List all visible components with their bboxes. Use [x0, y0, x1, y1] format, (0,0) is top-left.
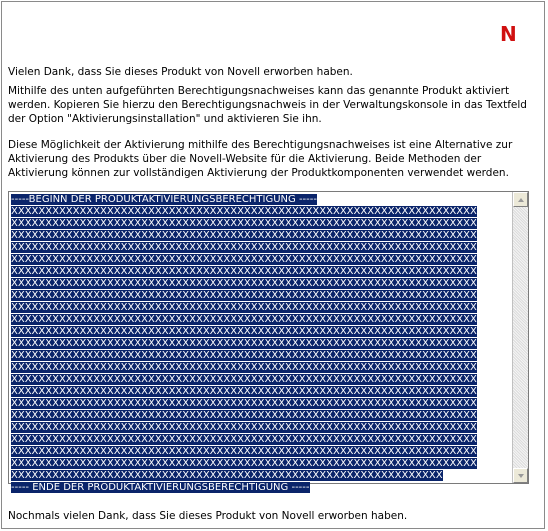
- credential-line: XXXXXXXXXXXXXXXXXXXXXXXXXXXXXXXXXXXXXXXXXXXXXXXXXXXXXXXXXXXXXXXXXXXX: [11, 218, 477, 229]
- closing-thanks-text: Nochmals vielen Dank, dass Sie dieses Produkt von Novell erworben haben.: [8, 510, 408, 522]
- credential-begin-line: -----BEGINN DER PRODUKTAKTIVIERUNGSBERECHTIGUNG -----: [11, 194, 317, 205]
- credential-line: XXXXXXXXXXXXXXXXXXXXXXXXXXXXXXXXXXXXXXXXXXXXXXXXXXXXXXXXXXXXXXXXXXXX: [11, 410, 477, 421]
- credential-line: XXXXXXXXXXXXXXXXXXXXXXXXXXXXXXXXXXXXXXXXXXXXXXXXXXXXXXXXXXXXXXXXXXXX: [11, 362, 477, 373]
- credential-line: XXXXXXXXXXXXXXXXXXXXXXXXXXXXXXXXXXXXXXXXXXXXXXXXXXXXXXXXXXXXXXXXXXXX: [11, 242, 477, 253]
- scroll-up-button[interactable]: [513, 192, 528, 207]
- novell-logo: N: [500, 22, 517, 46]
- credential-text[interactable]: [11, 194, 507, 494]
- credential-line: XXXXXXXXXXXXXXXXXXXXXXXXXXXXXXXXXXXXXXXXXXXXXXXXXXXXXXXXXXXXXXXXXXXX: [11, 458, 477, 469]
- credential-line: XXXXXXXXXXXXXXXXXXXXXXXXXXXXXXXXXXXXXXXXXXXXXXXXXXXXXXXXXXXXXXXXXXXX: [11, 230, 477, 241]
- arrow-down-icon: [518, 474, 524, 478]
- credential-line: XXXXXXXXXXXXXXXXXXXXXXXXXXXXXXXXXXXXXXXXXXXXXXXXXXXXXXXXXXXXXXXXXXXX: [11, 302, 477, 313]
- credential-line: XXXXXXXXXXXXXXXXXXXXXXXXXXXXXXXXXXXXXXXXXXXXXXXXXXXXXXXXXXXXXXX: [11, 470, 443, 481]
- credential-line: XXXXXXXXXXXXXXXXXXXXXXXXXXXXXXXXXXXXXXXXXXXXXXXXXXXXXXXXXXXXXXXXXXXX: [11, 350, 477, 361]
- credential-line: XXXXXXXXXXXXXXXXXXXXXXXXXXXXXXXXXXXXXXXXXXXXXXXXXXXXXXXXXXXXXXXXXXXX: [11, 446, 477, 457]
- credential-line: XXXXXXXXXXXXXXXXXXXXXXXXXXXXXXXXXXXXXXXXXXXXXXXXXXXXXXXXXXXXXXXXXXXX: [11, 326, 477, 337]
- credential-line: XXXXXXXXXXXXXXXXXXXXXXXXXXXXXXXXXXXXXXXXXXXXXXXXXXXXXXXXXXXXXXXXXXXX: [11, 278, 477, 289]
- instructions-text: Mithilfe des unten aufgeführten Berechtigungsnachweises kann das genannte Produkt aktiviert werden. Kopieren Sie hierzu den Berechtigungsnachweis in der Verwaltungskonsole in das Textfeld der Option "Aktivierungsinstallation" und aktivieren Sie ihn.: [8, 85, 527, 125]
- arrow-up-icon: [518, 198, 524, 202]
- credential-line: XXXXXXXXXXXXXXXXXXXXXXXXXXXXXXXXXXXXXXXXXXXXXXXXXXXXXXXXXXXXXXXXXXXX: [11, 266, 477, 277]
- vertical-scrollbar[interactable]: [512, 192, 528, 483]
- credential-line: XXXXXXXXXXXXXXXXXXXXXXXXXXXXXXXXXXXXXXXXXXXXXXXXXXXXXXXXXXXXXXXXXXXX: [11, 398, 477, 409]
- credential-line: XXXXXXXXXXXXXXXXXXXXXXXXXXXXXXXXXXXXXXXXXXXXXXXXXXXXXXXXXXXXXXXXXXXX: [11, 434, 477, 445]
- credential-textarea[interactable]: [8, 191, 529, 493]
- credential-line: XXXXXXXXXXXXXXXXXXXXXXXXXXXXXXXXXXXXXXXXXXXXXXXXXXXXXXXXXXXXXXXXXXXX: [11, 386, 477, 397]
- credential-end-line: ----- ENDE DER PRODUKTAKTIVIERUNGSBERECHTIGUNG -----: [11, 482, 310, 493]
- credential-line: XXXXXXXXXXXXXXXXXXXXXXXXXXXXXXXXXXXXXXXXXXXXXXXXXXXXXXXXXXXXXXXXXXXX: [11, 374, 477, 385]
- thanks-text: Vielen Dank, dass Sie dieses Produkt von Novell erworben haben.: [8, 66, 353, 78]
- credential-line: XXXXXXXXXXXXXXXXXXXXXXXXXXXXXXXXXXXXXXXXXXXXXXXXXXXXXXXXXXXXXXXXXXXX: [11, 206, 477, 217]
- credential-line: XXXXXXXXXXXXXXXXXXXXXXXXXXXXXXXXXXXXXXXXXXXXXXXXXXXXXXXXXXXXXXXXXXXX: [11, 338, 477, 349]
- scroll-down-button[interactable]: [513, 468, 528, 483]
- credential-line: XXXXXXXXXXXXXXXXXXXXXXXXXXXXXXXXXXXXXXXXXXXXXXXXXXXXXXXXXXXXXXXXXXXX: [11, 314, 477, 325]
- alternative-text: Diese Möglichkeit der Aktivierung mithilfe des Berechtigungsnachweises ist eine Alternative zur Aktivierung des Produkts über die Novell-Website für die Aktivierung. Beide Methoden der Aktivierung können zur vollständigen Aktivierung der Produktkomponenten verwendet werden.: [8, 139, 513, 179]
- credential-line: XXXXXXXXXXXXXXXXXXXXXXXXXXXXXXXXXXXXXXXXXXXXXXXXXXXXXXXXXXXXXXXXXXXX: [11, 290, 477, 301]
- credential-line: XXXXXXXXXXXXXXXXXXXXXXXXXXXXXXXXXXXXXXXXXXXXXXXXXXXXXXXXXXXXXXXXXXXX: [11, 422, 477, 433]
- credential-line: XXXXXXXXXXXXXXXXXXXXXXXXXXXXXXXXXXXXXXXXXXXXXXXXXXXXXXXXXXXXXXXXXXXX: [11, 254, 477, 265]
